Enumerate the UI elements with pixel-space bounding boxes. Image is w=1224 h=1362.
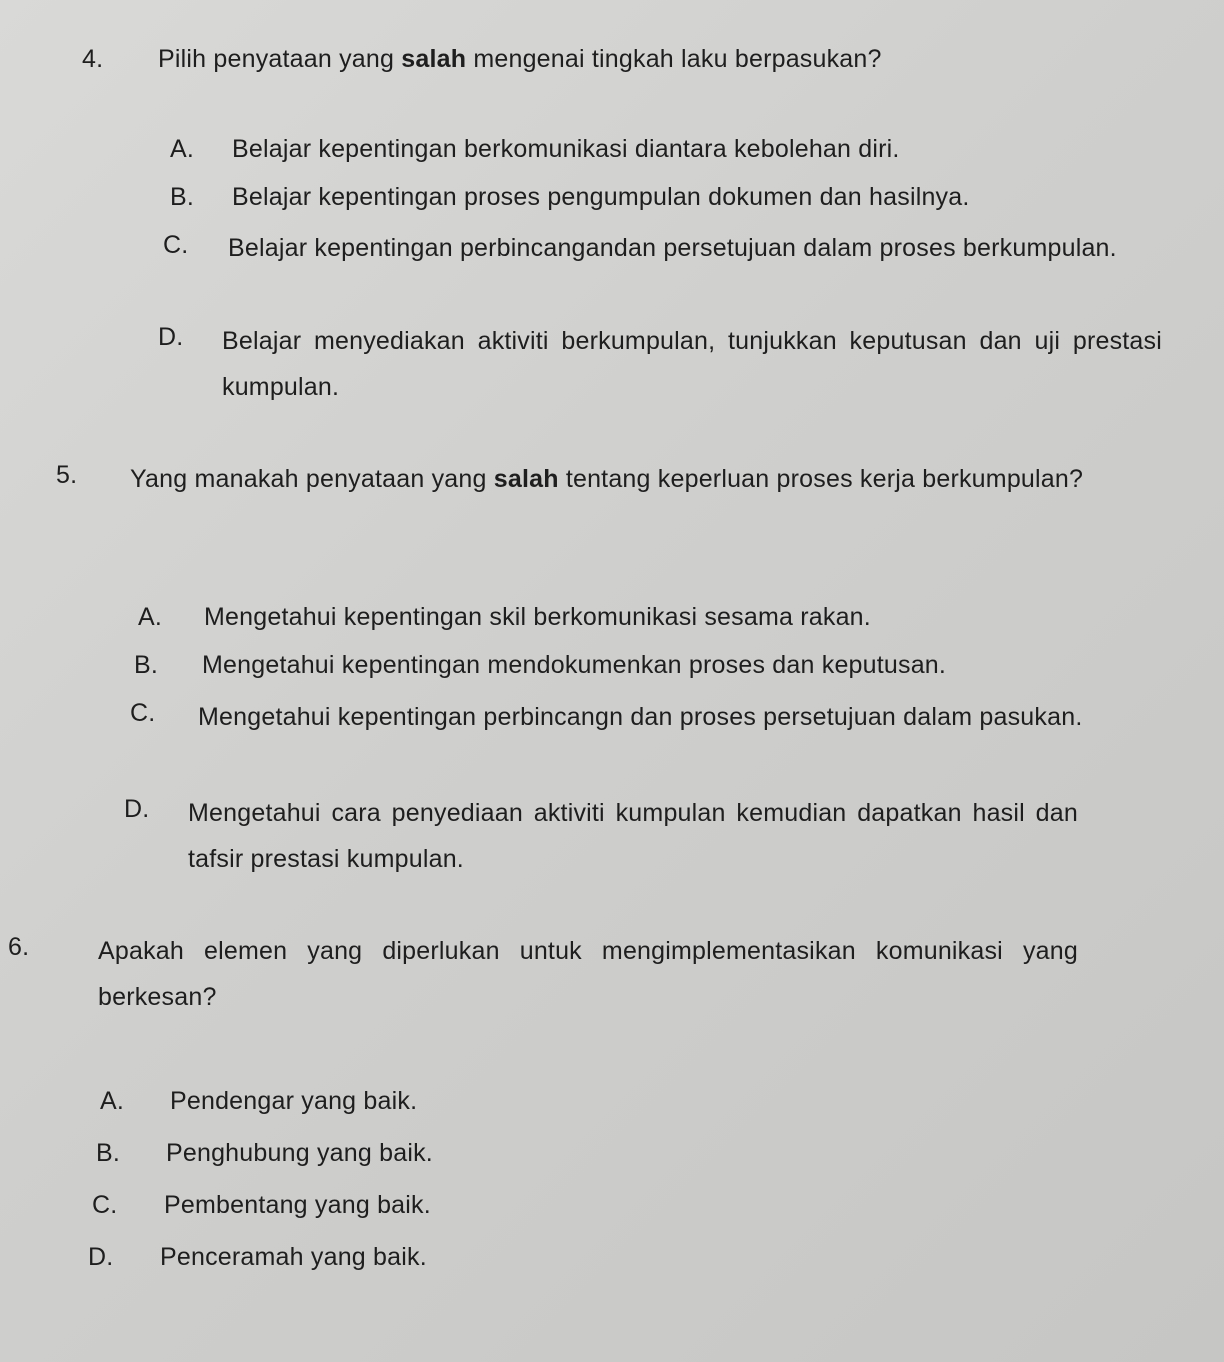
question-4-option-c-letter: C.: [163, 231, 189, 259]
question-5-option-a-letter: A.: [138, 603, 163, 631]
question-4-option-d-letter: D.: [158, 323, 184, 351]
question-5-option-a-text: Mengetahui kepentingan skil berkomunikasi sesama rakan.: [204, 603, 871, 631]
question-6-option-c-letter: C.: [92, 1191, 118, 1219]
question-6-text-before: Apakah elemen yang diperlukan untuk mengimplementasikan komunikasi yang berkesan?: [98, 937, 1078, 1011]
question-6-option-d-text: Penceramah yang baik.: [160, 1243, 427, 1271]
question-5-option-c-text: Mengetahui kepentingan perbincangn dan proses persetujuan dalam pasukan.: [198, 703, 1083, 731]
question-6-option-b-letter: B.: [96, 1139, 121, 1167]
question-4-option-b-letter: B.: [170, 183, 195, 211]
question-4-number: 4.: [82, 45, 104, 73]
question-4-option-a-text: Belajar kepentingan berkomunikasi diantara kebolehan diri.: [232, 135, 900, 163]
question-6-text: [98, 928, 1078, 1020]
question-6-option-c-text: Pembentang yang baik.: [164, 1191, 431, 1219]
question-5-option-d-text: Mengetahui cara penyediaan aktiviti kumpulan kemudian dapatkan hasil dan tafsir prestasi kumpulan.: [188, 799, 1078, 873]
question-5-text-after: tentang keperluan proses kerja berkumpulan?: [558, 465, 1084, 493]
question-5-option-b-letter: B.: [134, 651, 159, 679]
question-6-option-d-letter: D.: [88, 1243, 114, 1271]
question-4-option-c-text: Belajar kepentingan perbincangandan persetujuan dalam proses berkumpulan.: [228, 234, 1117, 262]
question-4-text-after: mengenai tingkah laku berpasukan?: [466, 45, 882, 73]
question-6-number: 6.: [8, 933, 30, 961]
question-4-text: [158, 40, 958, 78]
question-5-option-d-letter: D.: [124, 795, 150, 823]
question-5-number: 5.: [56, 461, 78, 489]
question-6-option-a-letter: A.: [100, 1087, 125, 1115]
question-5-option-b-text: Mengetahui kepentingan mendokumenkan proses dan keputusan.: [202, 651, 947, 679]
question-6-option-a-text: Pendengar yang baik.: [170, 1087, 418, 1115]
question-5-text: [130, 456, 1108, 502]
question-4-text-before: Pilih penyataan yang: [158, 45, 402, 73]
question-4-option-b-text: Belajar kepentingan proses pengumpulan dokumen dan hasilnya.: [232, 183, 970, 211]
question-5-text-bold: salah: [493, 465, 559, 493]
question-6-option-b-text: Penghubung yang baik.: [166, 1139, 433, 1167]
question-5-option-c-letter: C.: [130, 699, 156, 727]
question-4-option-d-text: Belajar menyediakan aktiviti berkumpulan, tunjukkan keputusan dan uji prestasi kumpulan.: [222, 327, 1162, 401]
question-4-option-a-letter: A.: [170, 135, 195, 163]
question-4-text-bold: salah: [401, 45, 467, 73]
question-5-text-before: Yang manakah penyataan yang: [130, 465, 494, 493]
